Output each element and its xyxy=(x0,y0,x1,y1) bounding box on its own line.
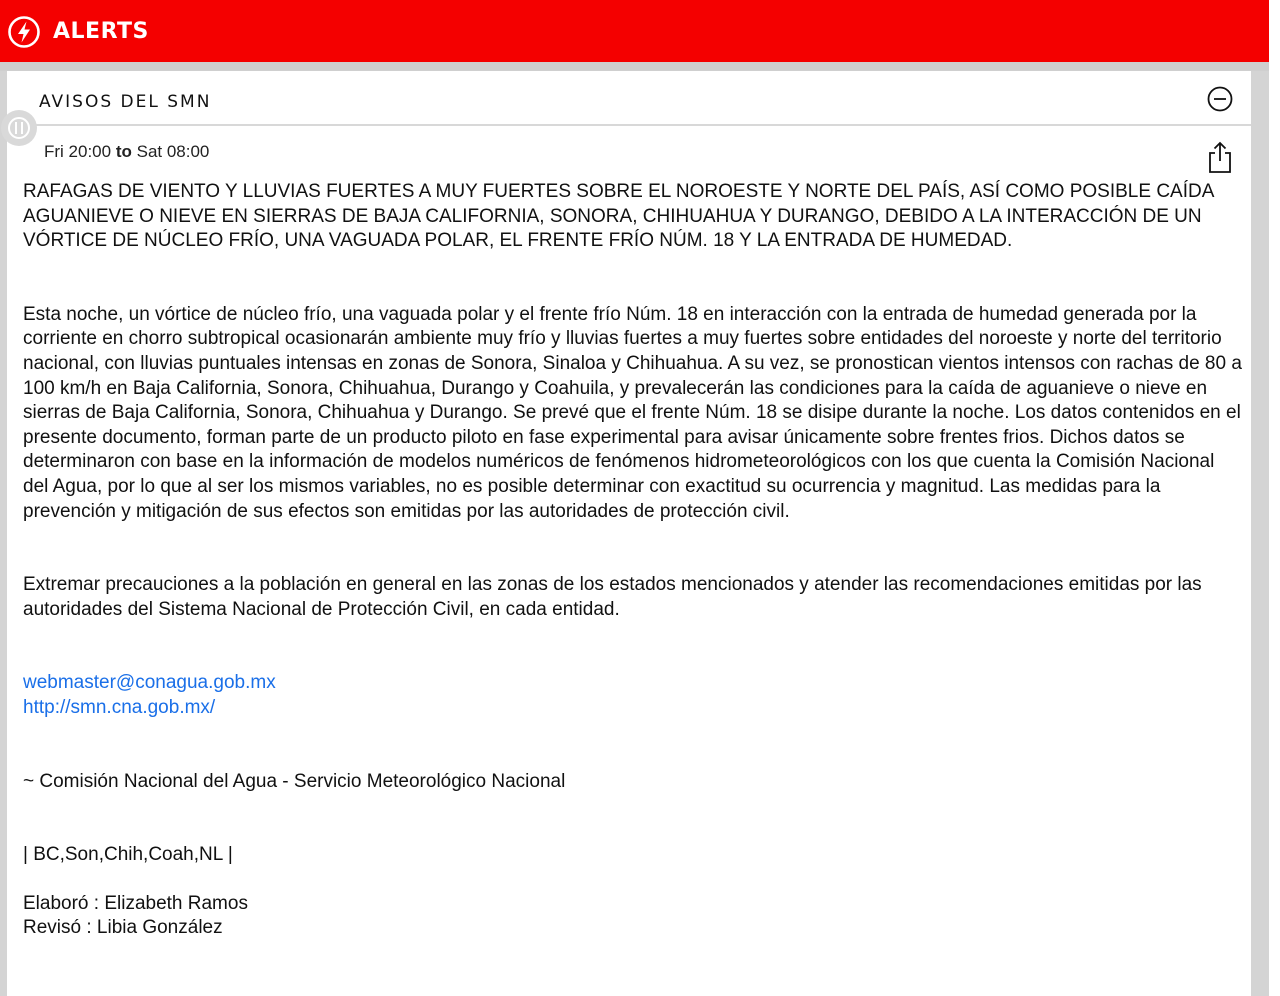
alert-headline: RAFAGAS DE VIENTO Y LLUVIAS FUERTES A MUY FUERTES SOBRE EL NOROESTE Y NORTE DEL PAÍS, ASÍ COMO POSIBLE CAÍDA AGUANIEVE O NIEVE EN SIERRAS DE BAJA CALIFORNIA, SONORA, CHIHUAHUA Y DURANGO, DEBIDO A LA INTERACCIÓN DE UN VÓRTICE DE NÚCLEO FRÍO, UNA VAGUADA POLAR, EL FRENTE FRÍO NÚM. 18 Y LA ENTRADA DE HUMEDAD. xyxy=(23,181,1214,252)
time-end: Sat 08:00 xyxy=(136,142,210,161)
side-drag-handle[interactable] xyxy=(1,110,37,146)
email-link[interactable]: webmaster@conagua.gob.mx xyxy=(23,672,276,694)
organization-signature: ~ Comisión Nacional del Agua - Servicio Meteorológico Nacional xyxy=(23,770,566,792)
card-title: AVISOS DEL SMN xyxy=(39,92,212,112)
share-icon[interactable] xyxy=(1206,140,1234,174)
alert-recommendation: Extremar precauciones a la población en general en las zonas de los estados mencionados y atender las recomendaciones emitidas por las autoridades del Sistema Nacional de Protección Civil, en cada entidad. xyxy=(23,574,1202,620)
website-link[interactable]: http://smn.cna.gob.mx/ xyxy=(23,696,216,718)
prepared-by: Elaboró : Elizabeth Ramos xyxy=(23,892,248,914)
reviewed-by: Revisó : Libia González xyxy=(23,917,223,939)
minus-circle-icon[interactable] xyxy=(1207,86,1233,112)
affected-states: | BC,Son,Chih,Coah,NL | xyxy=(23,844,233,866)
right-edge-strip xyxy=(1269,62,1280,996)
time-range xyxy=(44,142,209,162)
time-separator: to xyxy=(115,142,132,161)
contact-links xyxy=(23,671,1243,720)
alert-message xyxy=(23,180,1243,941)
alerts-title: ALERTS xyxy=(53,19,149,44)
header-edge xyxy=(1269,0,1280,62)
alerts-header-bar xyxy=(0,0,1269,62)
card-header xyxy=(7,71,1251,126)
time-start: Fri 20:00 xyxy=(44,142,112,161)
lightning-icon xyxy=(7,15,41,49)
handle-icon xyxy=(1,110,37,146)
alert-body-paragraph: Esta noche, un vórtice de núcleo frío, una vaguada polar y el frente frío Núm. 18 en interacción con la entrada de humedad generada por la corriente en chorro subtropical ocasionarán ambiente muy frío y lluvias fuertes a muy fuertes sobre entidades del noroeste y norte del territorio nacional, con lluvias puntuales intensas en zonas de Sonora, Sinaloa y Chihuahua. A su vez, se pronostican vientos intensos con rachas de 80 a 100 km/h en Baja California, Sonora, Chihuahua, Durango y Coahuila, y prevalecerán las condiciones para la caída de aguanieve o nieve en sierras de Baja California, Sonora, Chihuahua y Durango. Se prevé que el frente Núm. 18 se disipe durante la noche. Los datos contenidos en el presente documento, forman parte de un producto piloto en fase experimental para avisar únicamente sobre frentes frios. Dichos datos se determinaron con base en la información de modelos numéricos de fenómenos hidrometeorológicos con los que cuenta la Comisión Nacional del Agua, por lo que al ser los mismos variables, no es posible determinar con exactitud su ocurrencia y magnitud. Las medidas para la prevención y mitigación de sus efectos son emitidas por las autoridades de protección civil. xyxy=(23,303,1242,522)
header-shadow-strip xyxy=(0,62,1269,71)
